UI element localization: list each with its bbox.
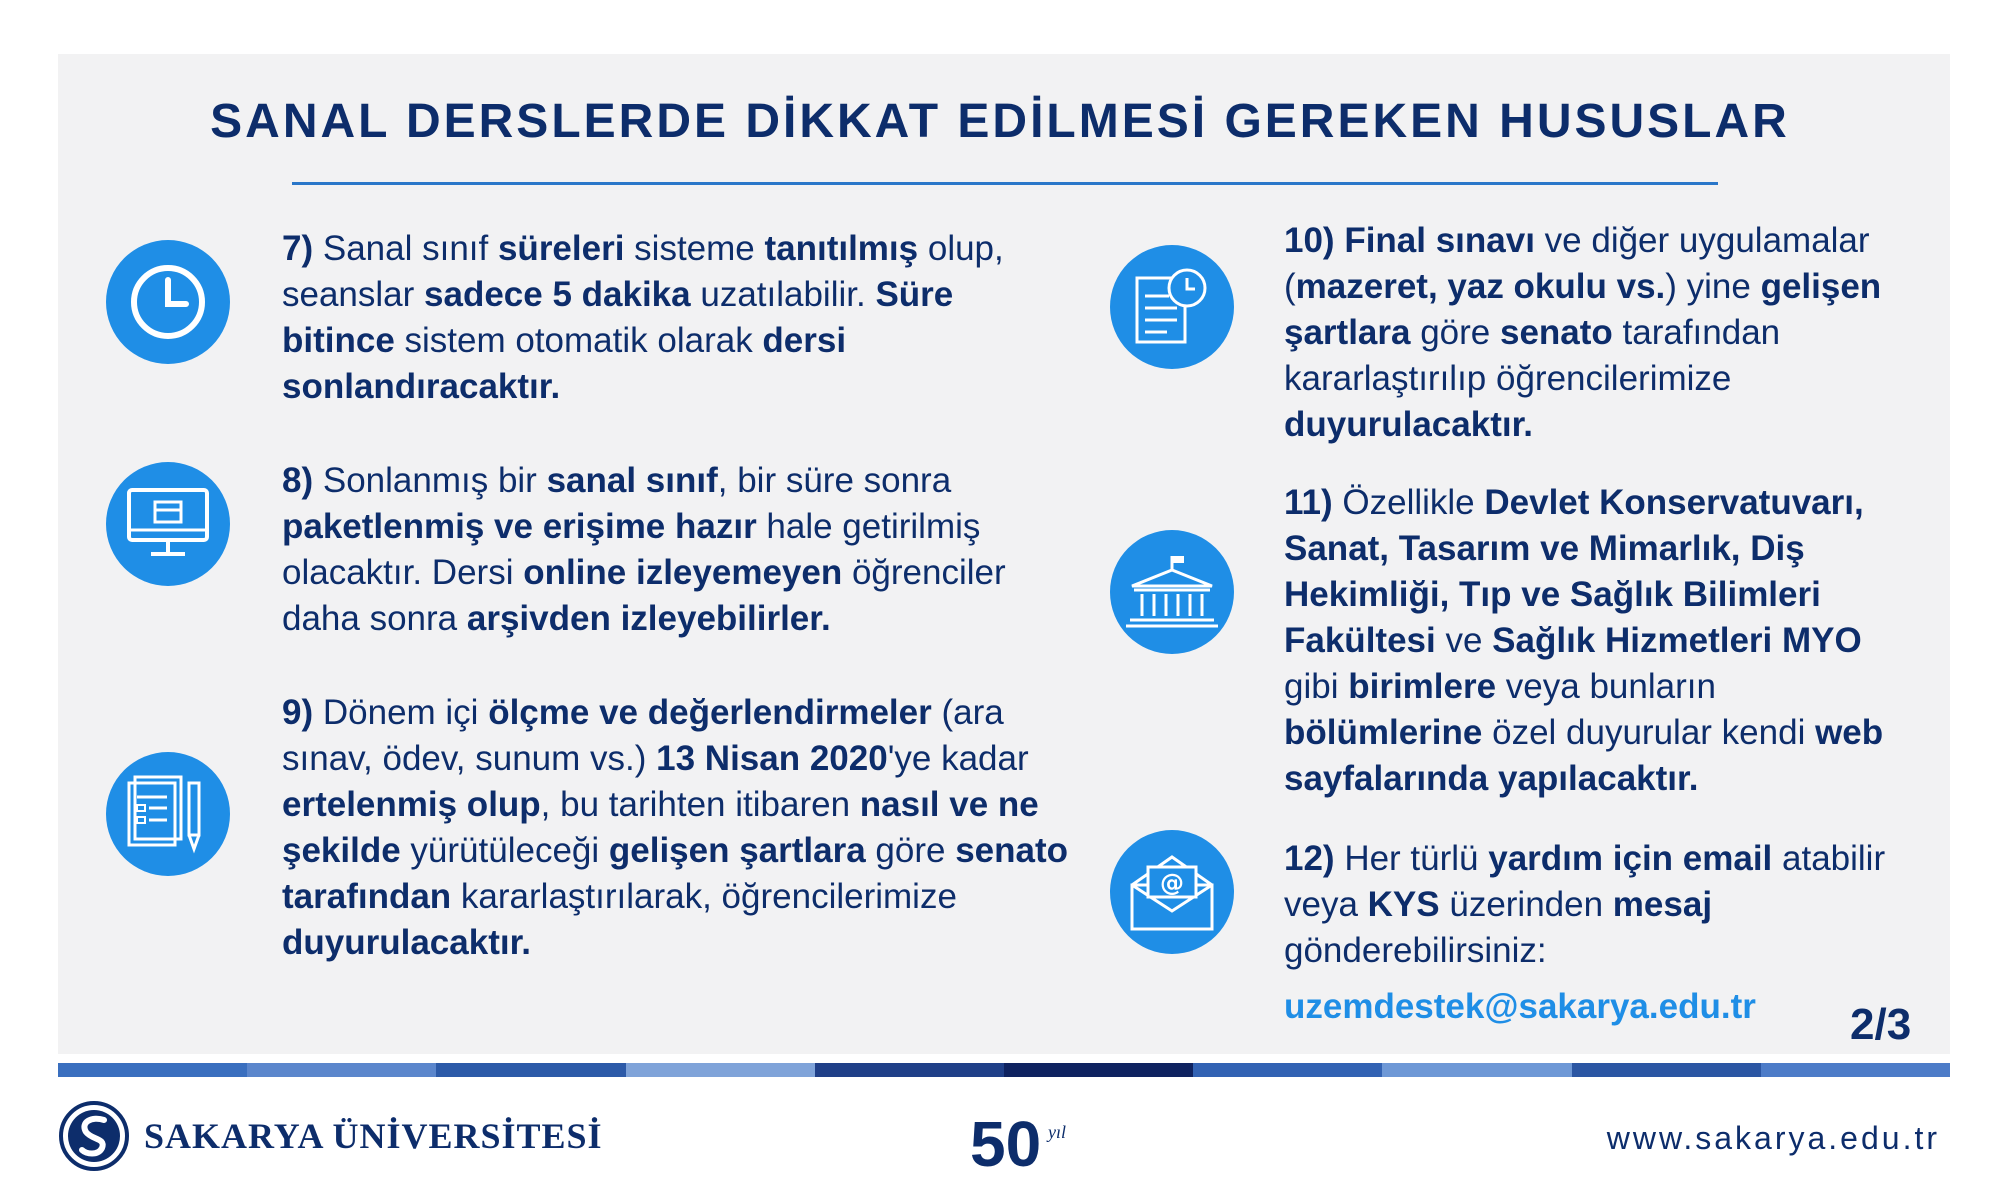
text-emphasis: Süre bitince xyxy=(282,275,954,360)
text-segment: kararlaştırılarak, öğrencilerimize xyxy=(451,877,957,916)
text-segment: (ara sınav, ödev, sunum vs.) xyxy=(282,693,1004,778)
text-segment: gönderebilirsiniz: xyxy=(1284,931,1547,970)
text-segment: yürütüleceği xyxy=(400,831,609,870)
text-emphasis: 13 Nisan 2020 xyxy=(656,739,888,778)
text-segment: gibi xyxy=(1284,667,1349,706)
stripe-segment xyxy=(247,1063,436,1077)
exam-document-pencil-icon xyxy=(106,752,230,876)
text-emphasis: süreleri xyxy=(497,229,625,268)
stripe-segment xyxy=(1004,1063,1193,1077)
website-url[interactable]: www.sakarya.edu.tr xyxy=(1606,1120,1940,1156)
text-emphasis: sadece 5 dakika xyxy=(424,275,691,314)
computer-archive-icon xyxy=(106,462,230,586)
item-7-text xyxy=(282,226,1062,410)
text-emphasis: senato tarafından xyxy=(282,831,1068,916)
text-segment: olup, seanslar xyxy=(282,229,1004,314)
text-segment: Dönem içi xyxy=(322,693,489,732)
text-emphasis: duyurulacaktır. xyxy=(1284,405,1533,444)
text-emphasis: 7) xyxy=(282,229,323,268)
text-emphasis: ölçme ve değerlendirmeler xyxy=(488,693,932,732)
text-emphasis: 12) xyxy=(1284,839,1345,878)
page-indicator: 2/3 xyxy=(1850,1000,1912,1049)
stripe-segment xyxy=(626,1063,815,1077)
text-segment: 'ye kadar xyxy=(887,739,1029,778)
text-emphasis: paketlenmiş ve erişime hazır xyxy=(282,507,757,546)
text-emphasis: KYS xyxy=(1367,885,1440,924)
text-emphasis: 9) xyxy=(282,693,323,732)
text-emphasis: senato xyxy=(1499,313,1613,352)
text-emphasis: 11) xyxy=(1284,483,1343,522)
text-segment: Özellikle xyxy=(1342,483,1485,522)
support-email-link[interactable]: uzemdestek@sakarya.edu.tr xyxy=(1284,987,1756,1026)
stripe-segment xyxy=(1761,1063,1950,1077)
text-segment: göre xyxy=(865,831,956,870)
text-segment: Sonlanmış bir xyxy=(322,461,547,500)
text-segment: , bir süre sonra xyxy=(717,461,952,500)
anniversary-number: 50 xyxy=(970,1108,1042,1180)
text-segment: ve diğer uygulamalar ( xyxy=(1284,221,1870,306)
title-divider xyxy=(292,182,1718,185)
svg-text:@: @ xyxy=(1160,869,1184,897)
text-segment: uzatılabilir. xyxy=(690,275,876,314)
text-segment: ve xyxy=(1435,621,1493,660)
color-stripe xyxy=(58,1063,1950,1077)
text-emphasis: dersi sonlandıracaktır. xyxy=(282,321,847,406)
text-emphasis: bölümlerine xyxy=(1284,713,1483,752)
text-emphasis: ertelenmiş olup xyxy=(282,785,541,824)
anniversary-logo xyxy=(970,1100,1110,1180)
text-segment: göre xyxy=(1410,313,1500,352)
university-building-icon xyxy=(1110,530,1234,654)
text-emphasis: nasıl ve ne şekilde xyxy=(282,785,1039,870)
schedule-document-icon xyxy=(1110,245,1234,369)
anniversary-suffix: yıl xyxy=(1048,1122,1066,1142)
text-emphasis: birimlere xyxy=(1348,667,1497,706)
text-emphasis: tanıtılmış xyxy=(764,229,919,268)
text-segment: Her türlü xyxy=(1344,839,1489,878)
university-name: SAKARYA ÜNİVERSİTESİ xyxy=(144,1116,603,1156)
stripe-segment xyxy=(1193,1063,1382,1077)
text-segment: Sanal sınıf xyxy=(322,229,498,268)
text-segment: atabilir veya xyxy=(1284,839,1886,924)
text-emphasis: mazeret, yaz okulu vs. xyxy=(1295,267,1666,306)
text-emphasis: sanal sınıf xyxy=(546,461,718,500)
page-title: SANAL DERSLERDE DİKKAT EDİLMESİ GEREKEN HUSUSLAR xyxy=(210,95,1790,148)
text-emphasis: Final sınavı xyxy=(1344,221,1535,260)
item-10-text xyxy=(1284,218,1924,448)
text-emphasis: Sağlık Hizmetleri MYO xyxy=(1492,621,1862,660)
text-emphasis: gelişen şartlara xyxy=(1284,267,1882,352)
stripe-segment xyxy=(815,1063,1004,1077)
stripe-segment xyxy=(58,1063,247,1077)
item-9-text xyxy=(282,690,1082,966)
university-logo xyxy=(58,1100,603,1172)
text-emphasis: 8) xyxy=(282,461,323,500)
text-emphasis: gelişen şartlara xyxy=(608,831,866,870)
text-emphasis: yardım için email xyxy=(1488,839,1773,878)
text-segment: tarafından kararlaştırılıp öğrencilerimize xyxy=(1284,313,1781,398)
clock-icon xyxy=(106,240,230,364)
text-segment: öğrenciler daha sonra xyxy=(282,553,1006,638)
text-segment: hale getirilmiş olacaktır. Dersi xyxy=(282,507,981,592)
text-emphasis: online izleyemeyen xyxy=(523,553,843,592)
university-emblem-icon xyxy=(58,1100,130,1172)
stripe-segment xyxy=(1382,1063,1571,1077)
text-emphasis: 10) xyxy=(1284,221,1345,260)
text-segment: özel duyurular kendi xyxy=(1482,713,1816,752)
text-segment: üzerinden xyxy=(1439,885,1613,924)
text-emphasis: arşivden izleyebilirler. xyxy=(466,599,831,638)
text-segment: ) yine xyxy=(1665,267,1761,306)
text-emphasis: Devlet Konservatuvarı, Sanat, Tasarım ve Mimarlık, Diş Hekimliği, Tıp ve Sağlık Bilimleri Fakültesi xyxy=(1284,483,1864,660)
text-emphasis: mesaj xyxy=(1612,885,1713,924)
text-segment: sistem otomatik olarak xyxy=(394,321,763,360)
stripe-segment xyxy=(436,1063,625,1077)
text-segment: veya bunların xyxy=(1496,667,1716,706)
stripe-segment xyxy=(1572,1063,1761,1077)
text-segment: , bu tarihten itibaren xyxy=(540,785,860,824)
item-12-text xyxy=(1284,836,1904,974)
item-11-text xyxy=(1284,480,1924,802)
text-emphasis: web sayfalarında yapılacaktır. xyxy=(1284,713,1884,798)
text-emphasis: duyurulacaktır. xyxy=(282,923,531,962)
item-8-text xyxy=(282,458,1062,642)
text-segment: sisteme xyxy=(624,229,765,268)
email-envelope-icon xyxy=(1110,830,1234,954)
